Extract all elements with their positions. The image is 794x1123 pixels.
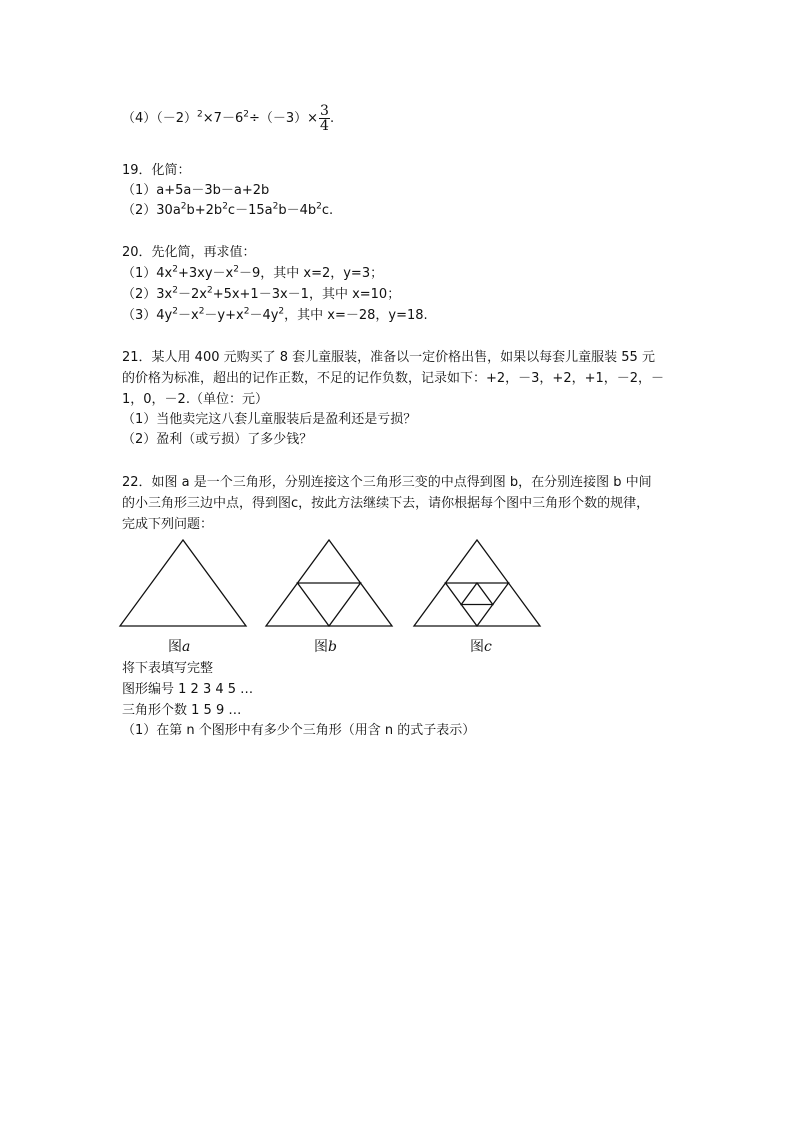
expr-text: －9，其中 x=2，y=3； [238, 266, 384, 281]
expr-text: －2x [177, 287, 207, 302]
exponent: 2 [222, 201, 228, 212]
exponent: 2 [198, 306, 205, 317]
q22-table-row-1: 图形编号 1 2 3 4 5 … [122, 682, 254, 697]
exponent: 2 [243, 109, 249, 120]
expr-text: +3xy－x [177, 266, 234, 281]
q18-text: （4）（－2） [122, 111, 198, 126]
q20-item-3 [122, 306, 428, 326]
expr-text: ，其中 x=－28，y=18. [284, 308, 428, 323]
fraction [319, 104, 330, 133]
q21-line-1: 21．某人用 400 元购买了 8 套儿童服装，准备以一定价格出售，如果以每套儿童服装 55 元 [122, 350, 655, 365]
exponent: 2 [172, 264, 178, 275]
expr-text: （2）30a [122, 203, 181, 218]
exponent: 2 [197, 109, 203, 120]
expr-text: （1）4x [122, 266, 173, 281]
q19-item-2 [122, 201, 333, 221]
expr-text: －y+x [204, 308, 244, 323]
expr-text: c－15a [227, 203, 273, 218]
q19-item-1: （1）a+5a－3b－a+2b [122, 183, 270, 198]
q18-item-4 [122, 104, 334, 133]
expr-text: +5x+1－3x－1，其中 x=10； [212, 287, 401, 302]
caption-label: 图 [470, 639, 484, 655]
q18-text: . [329, 111, 335, 126]
figure-b-caption [314, 636, 337, 656]
figure-b-midpoint-triangle [298, 583, 361, 626]
q18-text: ×7－6 [202, 111, 244, 126]
figure-c-inner-triangle [461, 583, 493, 605]
exponent: 2 [172, 285, 178, 296]
exponent: 2 [278, 306, 285, 317]
q21-sub-1: （1）当他卖完这八套儿童服装后是盈利还是亏损？ [122, 412, 417, 427]
exponent: 2 [272, 201, 279, 212]
expr-text: －x [177, 308, 199, 323]
q22-sub-1: （1）在第 n 个图形中有多少个三角形（用含 n 的式子表示） [122, 723, 476, 738]
q22-table-intro: 将下表填写完整 [122, 661, 214, 676]
caption-letter: c [484, 639, 492, 655]
exponent: 2 [316, 201, 322, 212]
q21-line-2: 的价格为标准，超出的记作正数，不足的记作负数，记录如下：+2，－3，+2，+1，－2，－ [122, 371, 665, 386]
q20-item-2 [122, 285, 400, 305]
q18-text: ÷（－3）× [248, 111, 319, 126]
caption-label: 图 [314, 639, 328, 655]
q22-table-row-2: 三角形个数 1 5 9 … [122, 703, 242, 718]
caption-letter: b [328, 639, 337, 655]
caption-letter: a [182, 639, 191, 655]
fraction-numerator: 3 [320, 103, 329, 119]
q20-title: 20．先化简，再求值： [122, 245, 256, 260]
q22-line-3: 完成下列问题： [122, 517, 214, 532]
q19-title: 19．化简： [122, 163, 191, 178]
caption-label: 图 [168, 639, 182, 655]
q22-line-1: 22．如图 a 是一个三角形，分别连接这个三角形三变的中点得到图 b，在分别连接图 b 中间 [122, 475, 652, 490]
figure-a-triangle [120, 540, 246, 626]
exponent: 2 [233, 264, 239, 275]
expr-text: b+2b [186, 203, 223, 218]
expr-text: －4y [249, 308, 279, 323]
exponent: 2 [172, 306, 178, 317]
expr-text: b－4b [278, 203, 317, 218]
q21-sub-2: （2）盈利（或亏损）了多少钱？ [122, 432, 313, 447]
exponent: 2 [243, 306, 250, 317]
q22-line-2: 的小三角形三边中点，得到图c，按此方法继续下去，请你根据每个图中三角形个数的规律， [122, 496, 650, 511]
exponent: 2 [206, 285, 213, 296]
expr-text: （2）3x [122, 287, 173, 302]
expr-text: （3）4y [122, 308, 173, 323]
fraction-denominator: 4 [320, 118, 329, 134]
q20-item-1 [122, 264, 383, 284]
q21-line-3: 1，0，－2.（单位：元） [122, 392, 268, 407]
figure-c-caption [470, 636, 492, 656]
exponent: 2 [180, 201, 187, 212]
expr-text: c. [321, 203, 334, 218]
figure-a-caption [168, 636, 190, 656]
